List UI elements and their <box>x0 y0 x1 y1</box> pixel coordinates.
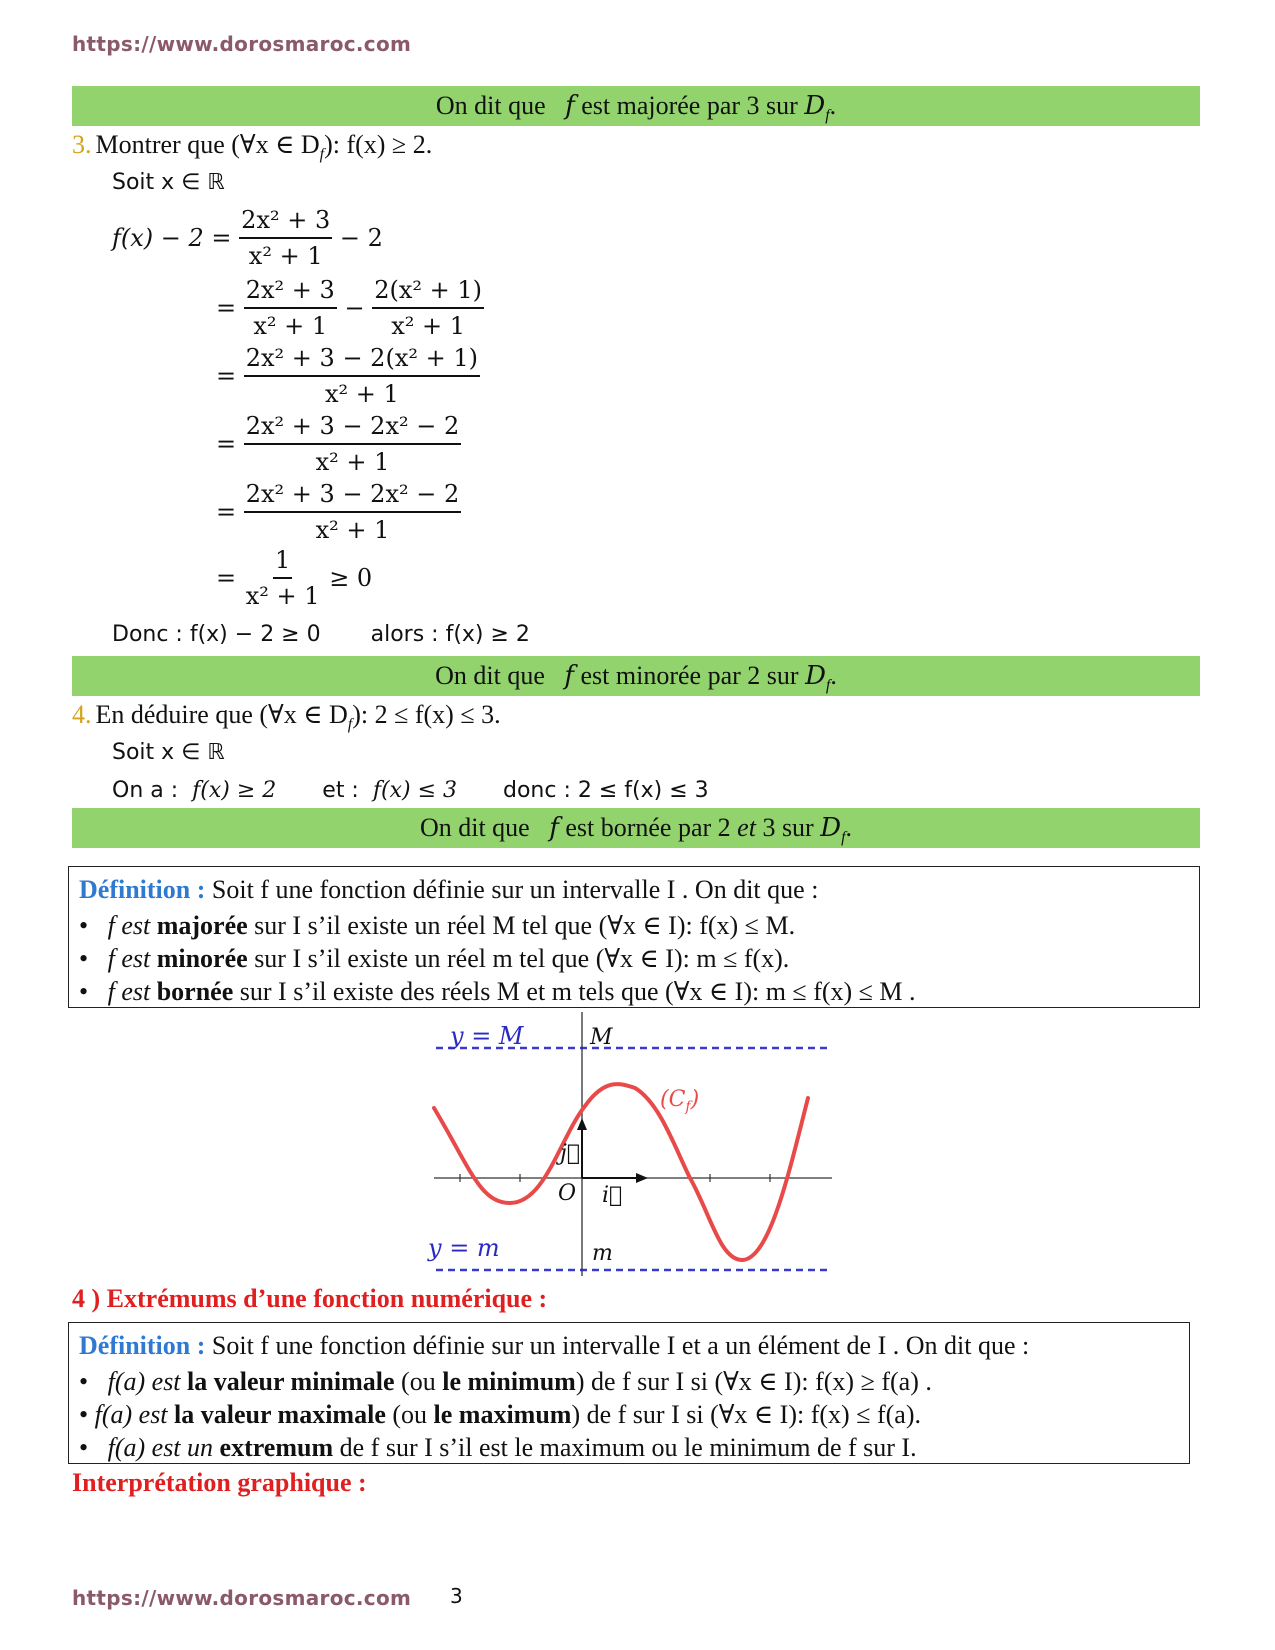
page-number: 3 <box>450 1584 463 1608</box>
label-Cf-sub: f <box>685 1099 691 1115</box>
bullet-text: de f sur I s’il est le maximum ou le minimum de f sur I. <box>339 1433 917 1462</box>
frac-num: 2x² + 3 − 2(x² + 1) <box>244 344 480 377</box>
band-rest: est majorée par 3 sur <box>581 91 798 120</box>
eq-sign: = <box>216 498 237 526</box>
band-f: f <box>549 813 559 843</box>
frac-den: x² + 1 <box>324 380 399 408</box>
fraction <box>372 276 484 340</box>
bullet-text: (ou <box>401 1367 436 1396</box>
frac-num: 2x² + 3 − 2x² − 2 <box>244 412 462 445</box>
fraction <box>244 480 462 544</box>
definition-box-extremum <box>68 1322 1190 1464</box>
bullet-dot: • <box>79 1433 102 1462</box>
footer-url[interactable]: https://www.dorosmaroc.com <box>72 1586 412 1610</box>
eq-line-1 <box>112 206 383 270</box>
frac-den: x² + 1 <box>245 582 320 610</box>
q3-text2: ): f(x) ≥ 2. <box>324 130 433 159</box>
bullet-minimum <box>79 1367 932 1397</box>
bullet-dot: • <box>79 1400 89 1429</box>
q4-sub: f <box>347 716 353 734</box>
q4-text2: ): 2 ≤ f(x) ≤ 3. <box>352 700 501 729</box>
eq-tail: − 2 <box>339 224 383 252</box>
definition-intro-text: Soit f une fonction définie sur un intervalle I et a un élément de I . On dit que : <box>211 1331 1030 1360</box>
alors-text: alors : f(x) ≥ 2 <box>370 622 530 647</box>
bullet-text: (ou <box>392 1400 428 1429</box>
soit-line: Soit x ∈ ℝ <box>112 170 225 195</box>
label-O: O <box>558 1181 577 1206</box>
frac-num: 1 <box>273 546 292 579</box>
bounded-function-graph <box>420 1008 840 1278</box>
bullet-dot: • <box>79 944 102 973</box>
bullet-dot: • <box>79 1367 102 1396</box>
frac-num: 2(x² + 1) <box>372 276 484 309</box>
band-et: et <box>737 813 756 842</box>
band-D: D <box>820 813 842 843</box>
eq-sign: = <box>216 430 237 458</box>
label-Cf-main: (C <box>660 1087 686 1112</box>
eq-lhs: f(x) − 2 = <box>112 224 232 252</box>
band-end: . <box>830 661 837 690</box>
band-f: f <box>564 661 575 691</box>
frac-den: x² + 1 <box>315 516 390 544</box>
band-rest2: 3 sur <box>762 813 814 842</box>
definition-intro <box>79 1331 1029 1361</box>
bullet-extremum <box>79 1433 917 1463</box>
frac-num: 2x² + 3 − 2x² − 2 <box>244 480 462 513</box>
bullet-text-2: ) de f sur I si (∀x ∈ I): f(x) ≤ f(a). <box>571 1400 921 1429</box>
band-end: . <box>845 813 853 842</box>
q3-sub: f <box>319 146 325 164</box>
label-m: m <box>592 1241 613 1266</box>
section-title: 4 ) Extrémums d’une fonction numérique : <box>72 1284 548 1313</box>
bullet-prefix: f(a) est un <box>107 1433 220 1462</box>
label-Cf-end: ) <box>690 1087 700 1112</box>
question-number: 3. <box>72 130 92 159</box>
donc-text: Donc : f(x) − 2 ≥ 0 <box>112 622 321 647</box>
bullet-text: sur I s’il existe un réel M tel que (∀x ∈ I): f(x) ≤ M. <box>254 911 796 940</box>
eq-line-3 <box>216 344 480 408</box>
frac-num: 2x² + 3 <box>239 206 332 239</box>
bullet-bornee <box>79 977 916 1007</box>
eq-tail: ≥ 0 <box>329 564 373 592</box>
band-D: D <box>804 91 826 121</box>
bullet-prefix: f est <box>107 944 151 973</box>
bullet-minoree <box>79 944 789 974</box>
band-majoree <box>72 86 1200 126</box>
band-rest: est minorée par 2 sur <box>580 661 799 690</box>
bullet-dot: • <box>79 977 102 1006</box>
bullet-prefix: f est <box>107 977 151 1006</box>
eq-line-4 <box>216 412 461 476</box>
q3-text: Montrer que (∀x ∈ D <box>95 130 320 159</box>
eq-line-2 <box>216 276 484 340</box>
donc-text: donc : 2 ≤ f(x) ≤ 3 <box>503 778 709 803</box>
question-number: 4. <box>72 700 92 729</box>
fraction <box>244 412 462 476</box>
band-end: . <box>829 91 837 120</box>
ona-value: f(x) ≥ 2 <box>192 778 277 803</box>
band-sub: f <box>841 829 846 847</box>
eq-line-6 <box>216 546 372 610</box>
frac-num: 2x² + 3 <box>244 276 337 309</box>
et-value: f(x) ≤ 3 <box>372 778 457 803</box>
label-Cf <box>660 1087 699 1115</box>
question-text <box>95 130 433 164</box>
ona-label: On a : <box>112 778 179 803</box>
band-bornee <box>72 808 1200 848</box>
definition-title: Définition : <box>79 875 206 904</box>
question-text <box>95 700 501 734</box>
header-url[interactable]: https://www.dorosmaroc.com <box>72 32 412 56</box>
band-prefix: On dit que <box>435 661 545 690</box>
bullet-text: sur I s’il existe des réels M et m tels que (∀x ∈ I): m ≤ f(x) ≤ M . <box>239 977 916 1006</box>
minus-sign: − <box>344 294 365 322</box>
definition-title: Définition : <box>79 1331 206 1360</box>
j-vector-arrowhead <box>577 1118 587 1130</box>
label-M: M <box>590 1025 613 1050</box>
bullet-text: sur I s’il existe un réel m tel que (∀x ∈ I): m ≤ f(x). <box>254 944 790 973</box>
bullet-keyword: la valeur minimale <box>187 1367 395 1396</box>
bullet-keyword: bornée <box>156 977 234 1006</box>
eq-sign: = <box>216 564 237 592</box>
bullet-maximum <box>79 1400 921 1430</box>
i-vector-arrowhead <box>636 1173 648 1183</box>
eq-sign: = <box>216 362 237 390</box>
band-f: f <box>565 91 575 121</box>
label-y-equals-m: y = m <box>428 1234 500 1262</box>
frac-den: x² + 1 <box>315 448 390 476</box>
definition-intro <box>79 875 818 905</box>
eq-line-5 <box>216 480 461 544</box>
band-prefix: On dit que <box>419 813 530 842</box>
definition-intro-text: Soit f une fonction définie sur un intervalle I . On dit que : <box>211 875 819 904</box>
question-4 <box>72 700 501 734</box>
bullet-keyword: majorée <box>156 911 248 940</box>
fraction <box>244 344 480 408</box>
frac-den: x² + 1 <box>248 242 323 270</box>
band-sub: f <box>825 677 831 695</box>
label-i: i⃗ <box>602 1183 623 1208</box>
bullet-prefix: f(a) est <box>107 1367 181 1396</box>
et-label: et : <box>322 778 359 803</box>
eq-sign: = <box>216 294 237 322</box>
definition-box-bounds <box>68 866 1200 1008</box>
soit-line-4: Soit x ∈ ℝ <box>112 740 225 765</box>
band-D: D <box>805 661 826 691</box>
question-3 <box>72 130 432 164</box>
band-minoree <box>72 656 1200 696</box>
bullet-keyword: la valeur maximale <box>174 1400 386 1429</box>
ona-line <box>112 778 709 803</box>
band-sub: f <box>825 107 830 125</box>
fraction <box>239 206 332 270</box>
bullet-keyword: minorée <box>156 944 248 973</box>
bullet-majoree <box>79 911 795 941</box>
interpretation-title: Interprétation graphique : <box>72 1468 367 1497</box>
frac-den: x² + 1 <box>391 312 465 340</box>
bullet-keyword-2: le maximum <box>433 1400 572 1429</box>
fraction <box>244 546 322 610</box>
bullet-text-2: ) de f sur I si (∀x ∈ I): f(x) ≥ f(a) . <box>575 1367 932 1396</box>
fraction <box>244 276 337 340</box>
band-prefix: On dit que <box>435 91 546 120</box>
conclusion-line <box>112 622 530 647</box>
q4-text: En déduire que (∀x ∈ D <box>95 700 348 729</box>
frac-den: x² + 1 <box>253 312 328 340</box>
bullet-prefix: f est <box>107 911 151 940</box>
band-rest: est bornée par 2 <box>565 813 731 842</box>
label-y-equals-M: y = M <box>450 1022 524 1050</box>
bullet-dot: • <box>79 911 102 940</box>
bullet-keyword: extremum <box>219 1433 334 1462</box>
label-j: j⃗ <box>560 1141 581 1166</box>
bullet-prefix: f(a) est <box>94 1400 168 1429</box>
bullet-keyword-2: le minimum <box>442 1367 576 1396</box>
